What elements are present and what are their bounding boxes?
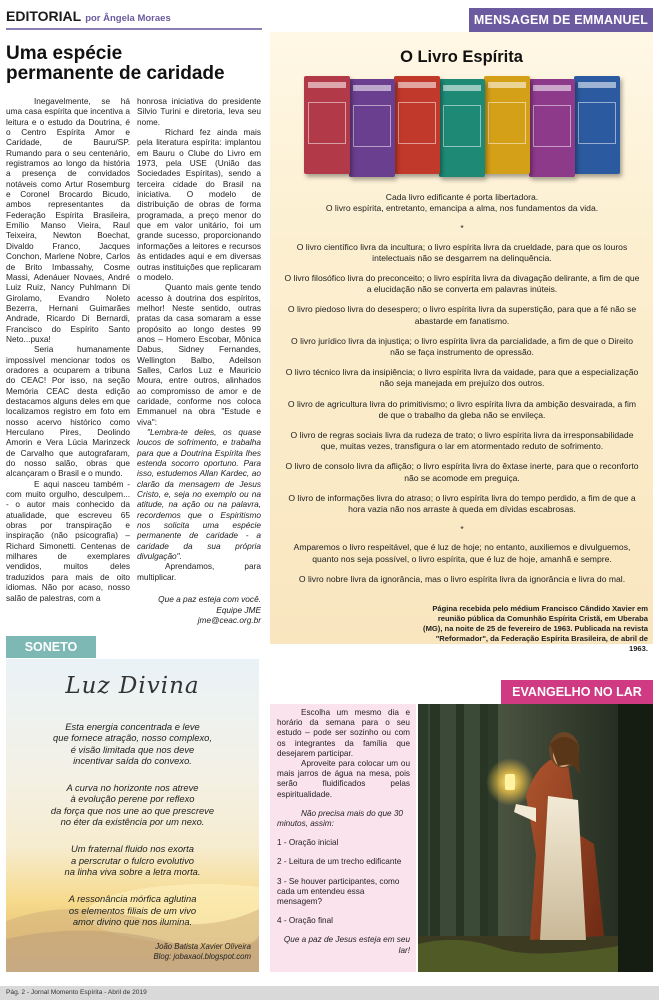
soneto-verse: a perscrutar o fulcro evolutivo: [71, 854, 194, 866]
editorial-paragraph: Aprendamos, para multiplicar.: [137, 561, 261, 582]
editorial-column-1: [6, 96, 130, 625]
evangelho-section: [270, 704, 416, 972]
soneto-verse: Esta energia concentrada e leve: [65, 721, 200, 732]
soneto-verse: é visão limitada que nos deve: [70, 743, 195, 755]
mensagem-paragraph: O livro de informações livra do atraso; o livro espírita livra do tempo perdido, a fim de que a hora vazia não nos arraste à queda em dívidas escabrosas.: [288, 492, 636, 515]
soneto-verse: que fornece atração, nosso complexo,: [53, 732, 212, 744]
mensagem-paragraph: O livro de consolo livra da aflição; o livro espírita livra do êxtase inerte, para que o reconforto não se acomode em preguiça.: [285, 461, 639, 483]
evangelho-step: 3 - Se houver participantes, como cada um entendeu essa mensagem?: [277, 876, 400, 907]
soneto-verse: da força que nos une ao que prescreve: [50, 804, 215, 816]
soneto-stanza: [6, 782, 259, 827]
editorial-label: EDITORIAL: [6, 8, 82, 24]
books-illustration: [304, 76, 624, 180]
soneto-verse: no éter da existência por um nexo.: [60, 816, 205, 828]
mensagem-paragraph: O livro de agricultura livra do primitivismo; o livro espírita livra da ambição desvairada, a fim de que o trabalho da gleba não se envileça.: [287, 398, 637, 420]
mensagem-paragraph: O livro piedoso livra do desespero; o livro espírita livra da superstição, para que a fé não se abastarde em fanatismo.: [287, 304, 637, 326]
book-cover: [349, 79, 395, 177]
book-cover: [304, 76, 350, 174]
soneto-verse: amor divino que nos ilumina.: [72, 915, 193, 927]
page-footer: Pág. 2 - Jornal Momento Espírita - Abril de 2019: [0, 986, 659, 1000]
mensagem-label: MENSAGEM DE EMMANUEL: [469, 8, 653, 32]
book-cover: [484, 76, 530, 174]
evangelho-intro: Escolha um mesmo dia e horário da semana para o seu estudo – pode ser sozinho ou com os integrantes da família que desejarem participar.: [277, 708, 410, 758]
mensagem-paragraph: O livro nobre livra da ignorância, mas o livro espírita livra da ignorância e livra do mal.: [298, 573, 626, 584]
mensagem-paragraph: Cada livro edificante é porta libertadora. O livro espírita, entretanto, emancipa a alma, nos fundamentos da vida.: [325, 192, 599, 214]
editorial-column-2: [137, 96, 261, 625]
evangelho-water: Aproveite para colocar um ou mais jarros de água na mesa, pois serão fluidificados pelas espiritualidade.: [277, 759, 410, 799]
soneto-verse: incentivar saída do convexo.: [73, 754, 192, 766]
editorial-paragraph: honrosa iniciativa do presidente Silvio Turini e diretoria, leva seu nome.: [137, 96, 261, 127]
editorial-signature-email: jme@ceac.org.br: [197, 614, 261, 625]
evangelho-closing: Que a paz de Jesus esteja em seu lar!: [283, 935, 410, 955]
mensagem-text: [284, 192, 640, 594]
book-cover: [529, 79, 575, 177]
mensagem-paragraph: O livro jurídico livra da injustiça; o livro espírita livra da parcialidade, a fim de que o Direito não se faça instrumento de opressão.: [291, 335, 633, 358]
book-cover: [574, 76, 620, 174]
mensagem-paragraph: Amparemos o livro respeitável, que é luz de hoje; no entanto, auxiliemos e divulguemos, quanto nos seja possível, o livro espírita, que é luz de hoje, amanhã e sempre.: [293, 542, 631, 564]
mensagem-separator: *: [460, 524, 464, 535]
editorial-paragraph: Quanto mais gente tendo acesso à doutrina dos espíritos, melhor! Neste sentido, outras pratas da casa somaram a esse propósito ao longo destes 99 anos – Homero Escobar, Mônica Dabus, Sidney Fernandes, Wellington Balbo, Adeilson Salles, Carlos Luz e Mauricio Moura, entre outros, alinhados ao compromisso de amor e de caridade, conforme nos coloca Emmanuel na obra "Estude e viva":: [137, 282, 261, 427]
editorial-section: [6, 8, 262, 648]
mensagem-separator: *: [460, 223, 464, 234]
soneto-stanzas: [6, 721, 259, 927]
mensagem-section: [270, 32, 653, 653]
soneto-label: SONETO: [6, 636, 96, 658]
editorial-title: [6, 44, 262, 84]
editorial-signature-team: Equipe JME: [216, 604, 261, 615]
mensagem-paragraph: O livro técnico livra da insipiência; o livro espírita livra da vaidade, para que a especialização não seja manejada em prejuízo dos outros.: [285, 367, 639, 389]
soneto-verse: os elementos filiais de um vivo: [68, 904, 197, 916]
mensagem-title: O Livro Espírita: [400, 48, 523, 66]
editorial-paragraph: Richard fez ainda mais pela literatura espírita: implantou em Bauru o Clube do Livro em 1973, pela USE (União das Sociedades Espíritas), sendo a terceira cidade do Brasil na iniciativa. O modelo de distribuição de obras de forma programada, a preço menor do que em valor unitário, foi um grande sucesso, proporcionando informações a leitores e recursos às entidades aqui e em diversas outras instituições que replicaram o modelo.: [137, 127, 261, 282]
editorial-paragraph: Inegavelmente, se há uma casa espírita que incentiva a leitura e o estudo da Doutrina, é o Centro Espírita Amor e Caridade, de Bauru/SP. Rumando para o seu centenário, registramos ao longo da história a presença de convidados notáveis como Artur Rosemburg e Coronel Brocardo Bicudo, ambos representantes da Federação Espírita Brasileira, Emílio Manso Vieira, Raul Teixeira, Newton Boechat, Divaldo Franco, Jacques Conchon, Marlene Nobre, Carlos de Brito Imbassahy, Cosme Massi, Adenáuer Novaes, André Luiz Ruiz, Nancy Puhlmann Di Girolamo, Evandro Noleto Bezerra, Hernani Guimarães Andrade, Ricardo Di Bernardi, Francisco do Espírito Santo Neto...puxa!: [6, 96, 130, 344]
editorial-title-line2: permanente de caridade: [6, 63, 225, 84]
evangelho-step: 2 - Leitura de um trecho edificante: [277, 857, 402, 867]
evangelho-step: 1 - Oração inicial: [277, 838, 339, 848]
evangelho-label: EVANGELHO NO LAR: [501, 680, 653, 704]
soneto-verse: Um fraternal fluido nos exorta: [71, 843, 194, 855]
soneto-verse: A ressonância mórfica aglutina: [68, 893, 197, 905]
editorial-columns: [6, 96, 262, 625]
soneto-author: João Batista Xavier Oliveira: [155, 942, 251, 951]
mensagem-source: Página recebida pelo médium Francisco Cândido Xavier em reunião pública da Comunhão Espírita Cristã, em Uberaba (MG), na noite de 25 de fevereiro de 1963. Publicada na revista "Reformador", da Federação Espírita Brasileira, de abril de 1963.: [423, 604, 648, 653]
editorial-signature-line: Que a paz esteja com você.: [158, 594, 261, 605]
soneto-verse: à evolução perene por reflexo: [70, 793, 195, 805]
editorial-paragraph: E aqui nasceu também - com muito orgulho, desculpem... - o autor mais conhecido da atualidade, que escreveu 65 obras por transpiração e inspiração (não psicografia) – Richard Simonetti. Centenas de milhares de exemplares vendidos, muitos deles traduzidos para mais de oito idiomas. Não por acaso, nosso salão de palestras, com a: [6, 478, 130, 603]
mensagem-paragraph: O livro filosófico livra do preconceito; o livro espírita livra da divagação delirante, a fim de que a elucidação não se converta em palavras inúteis.: [284, 273, 640, 295]
evangelho-need: Não precisa mais do que 30 minutos, assim:: [277, 808, 403, 829]
soneto-author-block: [153, 942, 251, 962]
jesus-knocking-door-image: [418, 704, 653, 972]
evangelho-step: 4 - Oração final: [277, 916, 333, 926]
soneto-blog: Blog: jobaxaol.blogspot.com: [153, 952, 251, 961]
soneto-stanza: [6, 893, 259, 927]
editorial-quote: "Lembra-te deles, os quase loucos de sofrimento, e trabalha para que a Doutrina Espírita lhes estenda socorro oportuno. Para isso, estudemos Allan Kardec, ao clarão da mensagem de Jesus Cristo, e, seja no exemplo ou na atitude, na ação ou na palavra, recordemos que o Espiritismo nos solicita uma espécie permanente de caridade - a caridade da sua própria divulgação".: [137, 427, 261, 562]
mensagem-paragraph: O livro de regras sociais livra da rudeza de trato; o livro espírita livra da irresponsabilidade que, muitas vezes, transfigura o lar em atormentado reduto de sofrimento.: [290, 430, 634, 452]
soneto-verse: A curva no horizonte nos atreve: [66, 782, 199, 794]
evangelho-text: [277, 708, 410, 965]
editorial-title-line1: Uma espécie: [6, 43, 123, 64]
book-cover: [439, 79, 485, 177]
editorial-header: [6, 8, 262, 30]
soneto-section: [6, 659, 259, 972]
editorial-paragraph: Seria humanamente impossível mencionar todos os oradores a ocuparem a tribuna do CEAC! Por isso, na seção Memória CEAC desta edição destacamos alguns deles em que localizamos registro em foto em nosso acervo histórico como Herculano Pires, Deolindo Amorin e Vera Lúcia Marinzeck de Carvalho que autografaram, do nosso salão, obras que alcançaram o Brasil e o mundo.: [6, 344, 130, 479]
soneto-verse: na linha viva sobre a letra morta.: [64, 865, 201, 877]
book-cover: [394, 76, 440, 174]
soneto-stanza: [6, 721, 259, 766]
mensagem-paragraph: O livro científico livra da incultura; o livro espírita livra da crueldade, para que os louros intelectuais não se desgarrem na delinquência.: [296, 241, 628, 263]
soneto-title: Luz Divina: [65, 673, 200, 699]
editorial-author: por Ângela Moraes: [85, 13, 171, 24]
soneto-stanza: [6, 843, 259, 877]
